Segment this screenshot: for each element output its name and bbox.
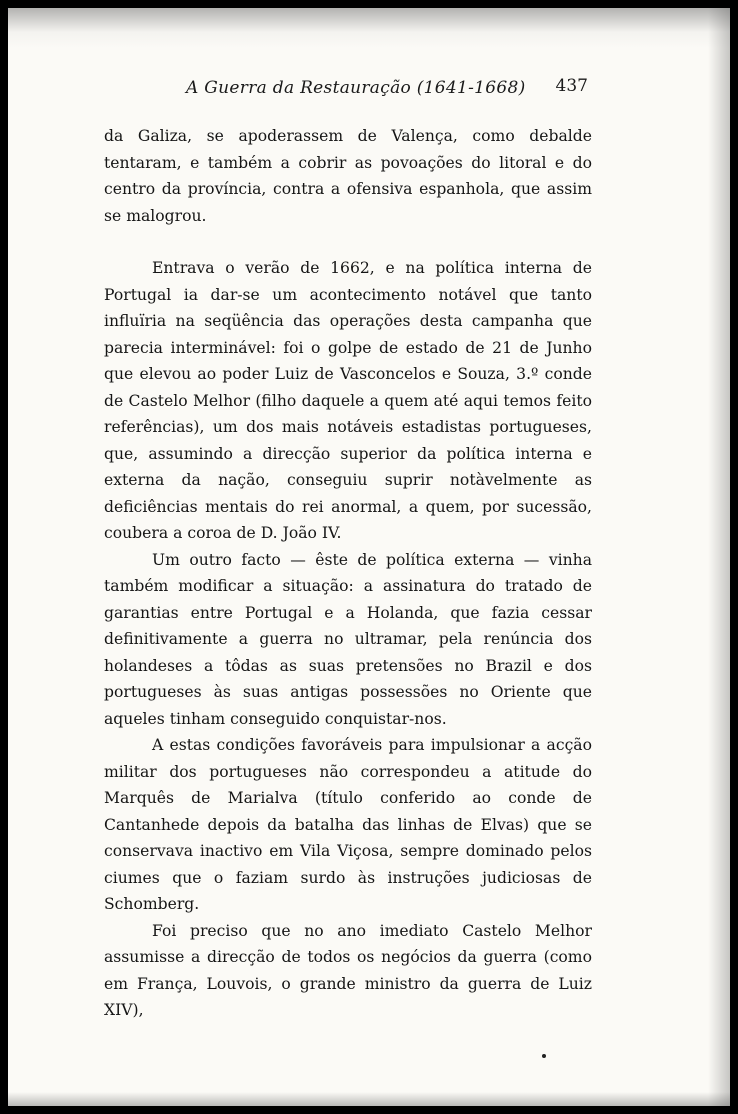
paragraph-gap bbox=[104, 229, 592, 255]
paragraph-3: Um outro facto — êste de política externa — vinha também modificar a situação: a assinatura do tratado de garantias entre Portugal e a Holanda, que fazia cessar definitivamente a guerra no ultramar, pela renúncia dos holandeses a tôdas as suas pretensões no Brazil e dos portugueses às suas antigas possessões no Oriente que aqueles tinham conseguido conquistar-nos. bbox=[104, 550, 592, 728]
scan-shadow-top bbox=[8, 8, 730, 48]
paragraph-5: Foi preciso que no ano imediato Castelo Melhor assumisse a direcção de todos os negócios da guerra (como em França, Louvois, o grande ministro da guerra de Luiz XIV), bbox=[104, 921, 592, 1019]
page-header bbox=[104, 72, 598, 106]
running-title: A Guerra da Restauração (1641-1668) bbox=[186, 78, 526, 98]
paragraph-1: da Galiza, se apoderassem de Valença, como debalde tentaram, e também a cobrir as povoações do litoral e do centro da província, contra a ofensiva espanhola, que assim se malogrou. bbox=[104, 127, 592, 225]
paragraph-2: Entrava o verão de 1662, e na política interna de Portugal ia dar-se um acontecimento notável que tanto influïria na seqüência das operações desta campanha que parecia interminável: foi o golpe de estado de 21 de Junho que elevou ao poder Luiz de Vasconcelos e Souza, 3.º conde de Castelo Melhor (filho daquele a quem até aqui temos feito referências), um dos mais notáveis estadistas portugueses, que, assumindo a direcção superior da política interna e externa da nação, conseguiu suprir notàvelmente as deficiências mentais do rei anormal, a quem, por sucessão, coubera a coroa de D. João IV. bbox=[104, 259, 592, 542]
paragraph-4: A estas condições favoráveis para impulsionar a acção militar dos portugueses não correspondeu a atitude do Marquês de Marialva (título conferido ao conde de Cantanhede depois da batalha das linhas de Elvas) que se conservava inactivo em Vila Viçosa, sempre dominado pelos ciumes que o faziam surdo às instruções judiciosas de Schomberg. bbox=[104, 736, 592, 913]
body-text bbox=[104, 123, 592, 1024]
scan-shadow-bottom bbox=[8, 1092, 730, 1106]
scan-shadow-right bbox=[708, 8, 730, 1106]
page-number: 437 bbox=[555, 76, 588, 96]
ink-speck bbox=[542, 1054, 546, 1058]
